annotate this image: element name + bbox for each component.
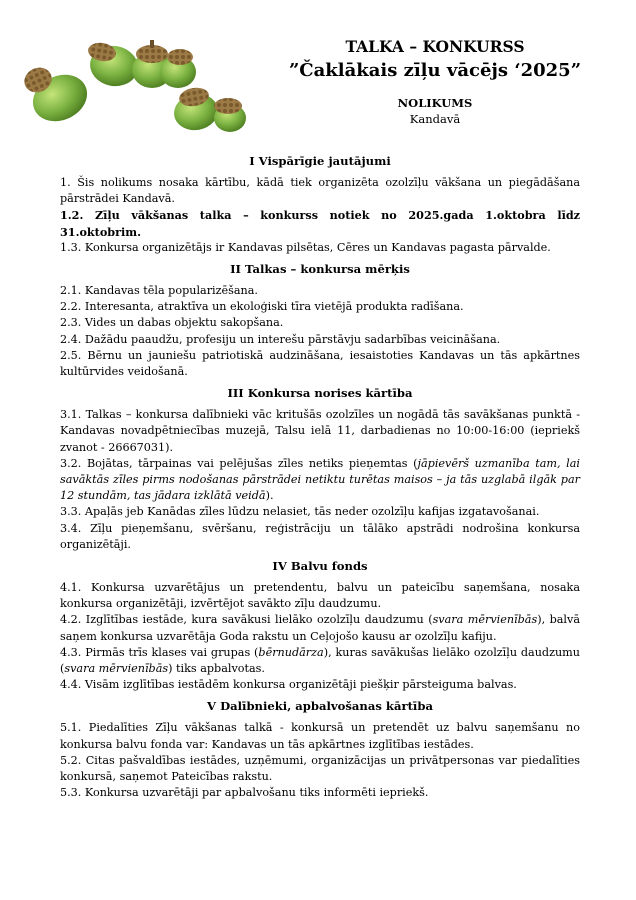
document-body [60, 148, 580, 805]
paragraph-dates: 1.2. Zīļu vākšanas talka – konkurss notiek no 2025.gada 1.oktobra līdz 31.oktobrim. [60, 208, 580, 239]
section-4 [60, 558, 580, 693]
paragraph: 5.3. Konkursa uzvarētāji par apbalvošanu tiks informēti iepriekš. [60, 786, 429, 800]
paragraph: 2.1. Kandavas tēla popularizēšana. [60, 284, 258, 298]
paragraph: 5.1. Piedalīties Zīļu vākšanas talkā - konkursā un pretendēt uz balvu saņemšanu no konkursa balvu fonda var: Kandavas un tās apkārtnes izglītības iestādes. [60, 721, 580, 751]
section-heading: II Talkas – konkursa mērķis [230, 262, 410, 277]
paragraph [60, 645, 580, 677]
text-run: ), balvā saņem konkursa uzvarētāja Goda rakstu un Ceļojošo kausu ar ozolzīļu kafiju. [60, 613, 580, 643]
italic-note: svara mērvienībās [432, 613, 538, 627]
title-line-2: ”Čaklākais zīļu vācējs ‘2025” [288, 60, 582, 81]
text-run: 4.3. Pirmās trīs klases vai grupas ( [60, 645, 259, 659]
city-label: Kandavā [409, 112, 461, 126]
title-line-1: TALKA – KONKURSS [345, 37, 525, 56]
text-run: ). [265, 489, 274, 503]
section-2 [60, 261, 580, 380]
section-5 [60, 698, 580, 801]
section-heading: I Vispārīgie jautājumi [249, 154, 391, 168]
italic-note: svara mērvienībās [64, 662, 169, 676]
paragraph: 3.4. Zīļu pieņemšanu, svēršanu, reģistrāciju un tālāko apstrādi nodrošina konkursa organizētāji. [60, 521, 580, 551]
italic-note: jāpievērš uzmanība tam, lai savāktās zīles pirms nodošanas pārstrādei netiktu turētas maisos – ja tās uzglabā ilgāk par 12 stundām, tas jādara izklātā veidā [60, 456, 580, 503]
paragraph: 3.3. Apaļās jeb Kanādas zīles lūdzu nelasiet, tās neder ozolzīļu kafijas izgatavošanai. [60, 505, 540, 519]
section-1 [60, 153, 580, 256]
italic-note: bērnudārza [258, 645, 324, 659]
acorn-icon [20, 63, 94, 130]
paragraph: 4.1. Konkursa uzvarētājus un pretendentu, balvu un pateicību saņemšana, nosaka konkursa organizētāji, izvērtējot savākto zīļu daudzumu. [60, 581, 580, 611]
paragraph: 2.2. Interesanta, atraktīva un ekoloģiski tīra vietējā produkta radīšana. [60, 300, 464, 314]
section-heading: III Konkursa norises kārtība [227, 386, 413, 401]
text-run: ) tiks apbalvotas. [168, 662, 265, 676]
paragraph: 3.1. Talkas – konkursa dalībnieki vāc kritušās ozolzīles un nogādā tās savākšanas punktā - Kandavas novadpētniecības muzejā, Talsu ielā 11, darbadienas no 10:00-16:00 (iepriekš zvanot - 26667031). [60, 408, 580, 454]
paragraph: 4.4. Visām izglītības iestādēm konkursa organizētāji piešķir pārsteiguma balvas. [60, 678, 517, 692]
paragraph: 2.5. Bērnu un jauniešu patriotiskā audzināšana, iesaistoties Kandavas un tās apkārtnes kultūrvides veidošanā. [60, 348, 580, 379]
paragraph: 2.4. Dažādu paaudžu, profesiju un interešu pārstāvju sadarbības veicināšana. [60, 332, 501, 346]
document-header [250, 36, 620, 127]
section-3 [60, 385, 580, 553]
nolikums-label: NOLIKUMS [397, 96, 473, 110]
paragraph: 5.2. Citas pašvaldības iestādes, uzņēmumi, organizācijas un privātpersonas var piedalīties konkursā, saņemot Pateicības rakstu. [60, 753, 580, 784]
paragraph [60, 612, 580, 644]
paragraph: 2.3. Vides un dabas objektu sakopšana. [60, 316, 284, 330]
acorns-illustration [18, 30, 248, 135]
text-run: 3.2. Bojātas, tārpainas vai pelējušas zīles netiks pieņemtas ( [60, 456, 418, 470]
text-run: 4.2. Izglītības iestāde, kura savākusi lielāko ozolzīļu daudzumu ( [60, 613, 433, 627]
section-heading: IV Balvu fonds [272, 559, 368, 574]
paragraph [60, 456, 580, 505]
acorn-icon [214, 98, 246, 132]
section-heading: V Dalībnieki, apbalvošanas kārtība [207, 699, 433, 714]
text-run: ), kuras savākušas lielāko ozolzīļu daudzumu ( [60, 645, 581, 676]
paragraph: 1.3. Konkursa organizētājs ir Kandavas pilsētas, Cēres un Kandavas pagasta pārvalde. [60, 240, 551, 254]
paragraph: 1. Šis nolikums nosaka kārtību, kādā tiek organizēta ozolzīļu vākšana un piegādāšana pārstrādei Kandavā. [60, 176, 580, 206]
acorn-icon [171, 86, 221, 134]
